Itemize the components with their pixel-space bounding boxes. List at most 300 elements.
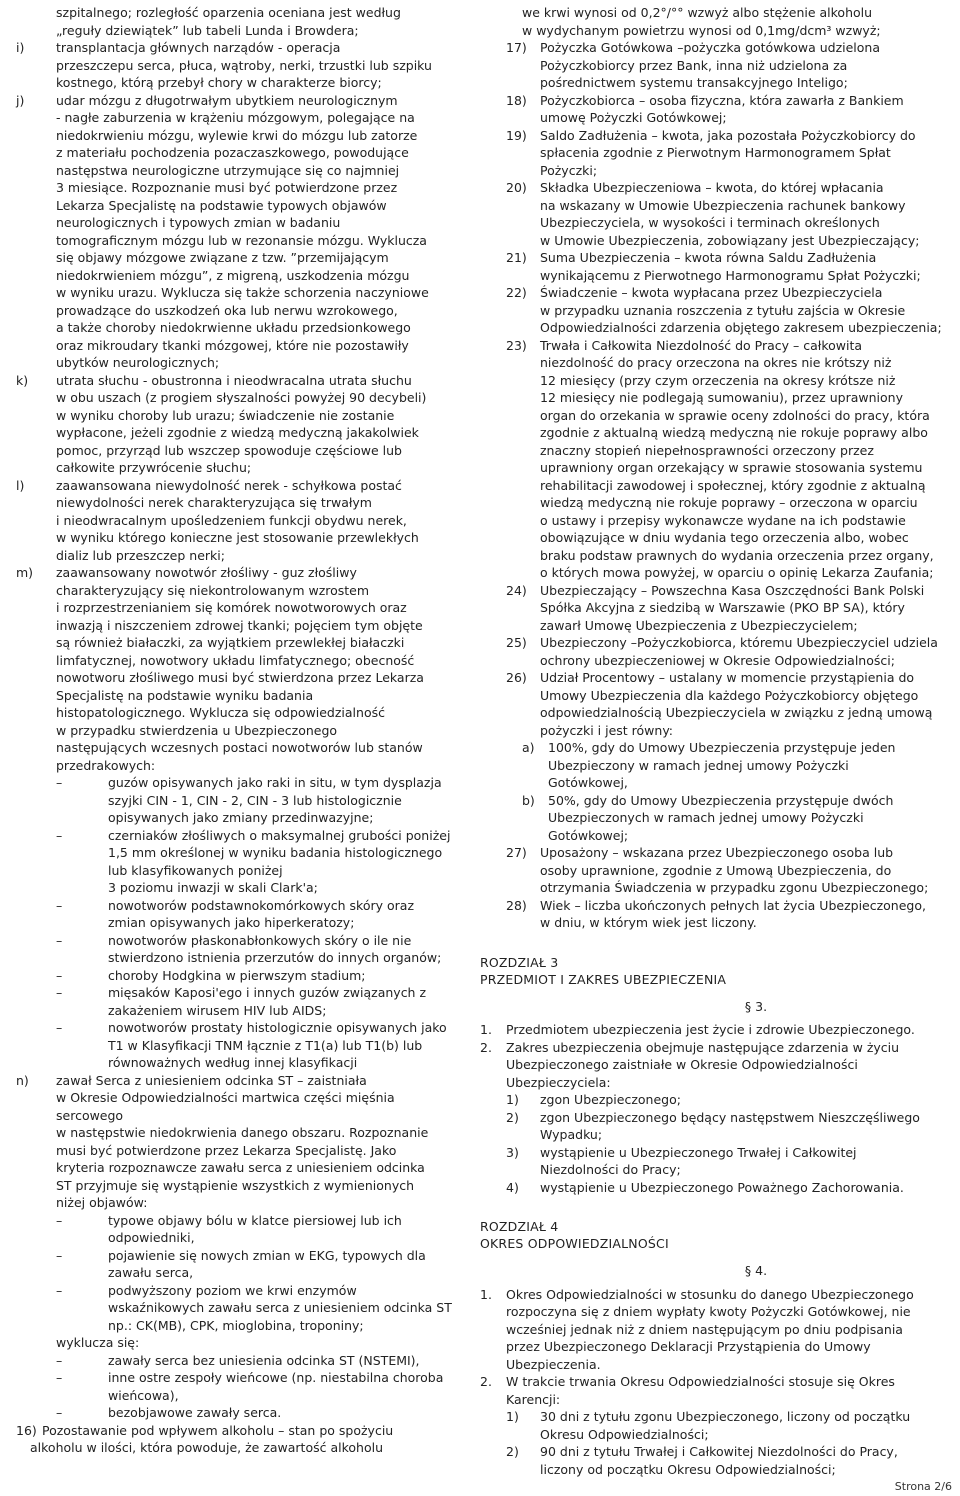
list-text: [108, 1369, 456, 1404]
text-line: wcześniej jednak niż z dniem następującym po dniu podpisania: [506, 1321, 903, 1337]
text-line: niedokrwieniem mózgu”, z migreną, uszkodzenia mózgu: [56, 267, 410, 283]
list-text: [540, 634, 952, 669]
definition-item: [480, 337, 952, 582]
list-marker: 25): [506, 635, 527, 650]
text-line: obowiązujące w dniu wydania tego orzeczenia albo, wobec: [540, 530, 909, 545]
numbered-item: [480, 1373, 952, 1408]
list-marker: k): [16, 372, 29, 388]
text-line: Udział Procentowy – ustalany w momencie przystąpienia do: [540, 670, 915, 685]
text-line: sercowego: [56, 1107, 124, 1123]
list-text: [540, 1443, 952, 1478]
text-line: 3 miesiące. Rozpoznanie musi być potwierdzone przez: [56, 180, 398, 195]
list-text: [540, 1091, 952, 1109]
definition-item: [480, 844, 952, 897]
criteria-item: [16, 1212, 456, 1247]
list-text: [56, 372, 456, 477]
text-line: Ubezpieczający – Powszechna Kasa Oszczędności Bank Polski: [540, 582, 925, 598]
text-line: w przypadku uznania roszczenia z tytułu zajścia w Okresie: [540, 302, 906, 318]
sub-item: [480, 739, 952, 792]
text-line: Składka Ubezpieczeniowa – kwota, do której wpłacania: [540, 180, 884, 195]
text-line: 90 dni z tytułu Trwałej i Całkowitej Niezdolności do Pracy,: [540, 1444, 898, 1459]
paragraph-symbol: § 4.: [744, 1263, 768, 1278]
text-line: w wydychanym powietrzu wynosi od 0,1mg/dcm³ wzwyż;: [522, 22, 881, 38]
list-marker: 16): [16, 1422, 37, 1438]
list-text: [506, 1286, 952, 1374]
text-line: zawały serca bez uniesienia odcinka ST (NSTEMI),: [108, 1352, 420, 1368]
chapter-number: ROZDZIAŁ 4: [480, 1219, 559, 1234]
text-line: Odpowiedzialności zdarzenia objętego zakresem ubezpieczenia;: [540, 320, 942, 335]
dash-marker: –: [56, 1282, 63, 1298]
text-line: Gotówkowej;: [548, 827, 629, 843]
text-line: są również białaczki, za wyjątkiem przewlekłej białaczki: [56, 635, 405, 650]
text-line: i rozprzestrzenianiem się komórek nowotworowych oraz: [56, 600, 407, 615]
list-text: [506, 1373, 952, 1408]
list-marker: 2.: [480, 1374, 492, 1389]
list-text: [108, 932, 456, 967]
text-line: organ do orzekania w sprawie oceny zdolności do pracy, która: [540, 407, 930, 423]
text-line: szyjki CIN - 1, CIN - 2, CIN - 3 lub histologicznie: [108, 792, 402, 808]
list-text: [540, 337, 952, 582]
text-line: Pożyczkobiorcy przez Bank, inna niż udzielona za: [540, 57, 848, 73]
list-text: [108, 897, 456, 932]
text-line: Pożyczka Gotówkowa –pożyczka gotówkowa udzielona: [540, 40, 881, 55]
text-line: Wiek – liczba ukończonych pełnych lat życia Ubezpieczonego,: [540, 897, 926, 913]
text-line: Zakres ubezpieczenia obejmuje następujące zdarzenia w życiu: [506, 1039, 900, 1055]
list-marker: 4): [506, 1179, 519, 1195]
text-line: spłacenia zgodnie z Pierwotnym Harmonogramem Spłat: [540, 145, 891, 160]
text-line: z materiału pochodzenia pozaczaszkowego, powodujące: [56, 145, 409, 160]
text-line: „reguły dziewiątek” lub tabeli Lunda i Browdera;: [56, 22, 359, 38]
exclusion-item: [16, 984, 456, 1019]
page-number: Strona 2/6: [894, 1480, 952, 1493]
text-line: Umowy Ubezpieczenia dla każdego Pożyczkobiorcy objętego: [540, 687, 919, 703]
sub-item: [480, 1179, 952, 1197]
list-text: [540, 1109, 952, 1144]
text-line: równoważnych według innej klasyfikacji: [108, 1055, 358, 1070]
list-marker: 20): [506, 180, 527, 195]
text-line: limfatycznej, nowotwory układu limfatycznego; obecność: [56, 652, 415, 668]
text-line: pożyczki i jest równy:: [540, 722, 674, 738]
text-line: nowotworów płaskonabłonkowych skóry o ile nie: [108, 932, 412, 948]
text-line: podwyższony poziom we krwi enzymów: [108, 1282, 357, 1298]
list-marker: 24): [506, 582, 527, 598]
list-text: [108, 984, 456, 1019]
text-line: oraz mikroudary tkanki mózgowej, które nie pozostawiły: [56, 337, 409, 353]
list-marker: a): [522, 740, 535, 755]
criteria-item: [16, 1247, 456, 1282]
exclusion-item: [16, 1352, 456, 1370]
text-line: Wypadku;: [540, 1127, 603, 1142]
sub-item: [480, 1408, 952, 1443]
text-line: przez Ubezpieczonego Deklaracji Przystąpienia do Umowy: [506, 1339, 871, 1354]
text-line: wskaźnikowych zawału serca z uniesieniem odcinka ST: [108, 1300, 452, 1315]
chapter-title: PRZEDMIOT I ZAKRES UBEZPIECZENIA: [480, 971, 727, 987]
exclusion-item: [16, 897, 456, 932]
numbered-item: [480, 1021, 952, 1039]
text-line: zgon Ubezpieczonego będący następstwem Nieszczęśliwego: [540, 1109, 920, 1125]
text-line: pomoc, przyrząd lub wszczep spowoduje częściowe lub: [56, 442, 402, 458]
text-line: Ubezpieczonych w ramach jednej umowy Pożyczki: [548, 810, 864, 825]
chapter-heading: [480, 1218, 952, 1252]
text-line: w wyniku choroby lub urazu; świadczenie nie zostanie: [56, 407, 395, 423]
list-text: [108, 827, 456, 897]
text-line: w przypadku stwierdzenia u Ubezpieczonego: [56, 722, 338, 738]
text-line: neurologicznych i typowych zmian w badaniu: [56, 215, 341, 230]
list-marker: 2.: [480, 1039, 492, 1055]
dash-marker: –: [56, 967, 63, 983]
text-line: Suma Ubezpieczenia – kwota równa Saldu Zadłużenia: [540, 250, 877, 265]
text-line: 12 miesięcy (przy czym orzeczenia na okresy krótsze niż: [540, 372, 896, 388]
text-line: w obu uszach (z progiem słyszalności powyżej 90 decybeli): [56, 390, 427, 405]
text-line: niewydolności nerek charakteryzująca się trwałym: [56, 495, 372, 510]
text-line: 50%, gdy do Umowy Ubezpieczenia przystępuje dwóch: [548, 792, 894, 808]
definition-item: [480, 284, 952, 337]
list-text: [540, 844, 952, 897]
definition-item: [480, 634, 952, 669]
list-marker: n): [16, 1072, 29, 1088]
list-marker: b): [522, 792, 535, 808]
definition-item: [480, 39, 952, 92]
text-line: np.: CK(MB), CPK, mioglobina, troponiny;: [108, 1317, 364, 1333]
text-line: rehabilitacji zawodowej i społecznej, który zgodnie z aktualną: [540, 477, 926, 493]
text-line: Saldo Zadłużenia – kwota, jaka pozostała Pożyczkobiorcy do: [540, 127, 916, 143]
exclusion-item: [16, 827, 456, 897]
text-line: zawału serca,: [108, 1265, 194, 1280]
right-column: [480, 4, 952, 1478]
list-marker: 27): [506, 845, 527, 860]
text-line: 100%, gdy do Umowy Ubezpieczenia przystępuje jeden: [548, 740, 896, 755]
list-marker: 1.: [480, 1286, 492, 1302]
text-line: pojawienie się nowych zmian w EKG, typowych dla: [108, 1247, 426, 1263]
text-line: Lekarza Specjalistę na podstawie typowych objawów: [56, 197, 387, 213]
list-marker: 2): [506, 1109, 519, 1125]
text-line: ochrony ubezpieczeniowej w Okresie Odpowiedzialności;: [540, 652, 895, 668]
list-text: [108, 774, 456, 827]
list-marker: 22): [506, 285, 527, 300]
text-line: Okres Odpowiedzialności w stosunku do danego Ubezpieczonego: [506, 1286, 914, 1302]
text-line: udar mózgu z długotrwałym ubytkiem neurologicznym: [56, 92, 398, 108]
text-line: niezdolność do pracy orzeczona na okres nie krótszy niż: [540, 355, 892, 370]
sub-item: [480, 1091, 952, 1109]
exclusion-item: [16, 967, 456, 985]
dash-marker: –: [56, 985, 63, 1000]
list-marker: 18): [506, 92, 527, 108]
definition-item: [480, 897, 952, 932]
list-text: [108, 1352, 456, 1370]
list-item: [16, 39, 456, 92]
list-marker: 17): [506, 40, 527, 55]
text-line: tomograficznym mózgu lub w rezonansie mózgu. Wyklucza: [56, 232, 427, 248]
text-line: lub klasyfikowanych poniżej: [108, 862, 283, 878]
text-line: charakteryzujący się niekontrolowanym wzrostem: [56, 582, 370, 598]
text-line: o ustawy i przepisy wykonawcze wydane na ich podstawie: [540, 512, 906, 528]
list-marker: 2): [506, 1444, 519, 1459]
text-line: uprawniony organ orzekający w sprawie stosowania systemu: [540, 460, 923, 475]
text-line: 3 poziomu inwazji w skali Clark'a;: [108, 880, 318, 895]
dash-marker: –: [56, 1247, 63, 1263]
list-marker: m): [16, 565, 34, 580]
list-marker: 1): [506, 1092, 519, 1107]
text-line: opisywanych jako zmiany przedinwazyjne;: [108, 810, 374, 825]
left-column: [16, 4, 456, 1457]
text-line: rozpoczyna się z dniem wypłaty kwoty Pożyczki Gotówkowej, nie: [506, 1304, 911, 1319]
text-line: Ubezpieczyciela, w wysokości i terminach określonych: [540, 215, 880, 230]
list-marker: l): [16, 477, 25, 493]
sub-item: [480, 792, 952, 845]
text-line: na wskazany w Umowie Ubezpieczenia rachunek bankowy: [540, 197, 906, 213]
list-item: [16, 1072, 456, 1212]
text-line: kostnego, którą przebył chory w charakterze biorcy;: [56, 75, 382, 90]
list-text: [56, 92, 456, 372]
dash-marker: –: [56, 1352, 63, 1368]
text-line: następujących wczesnych postaci nowotworów lub stanów: [56, 740, 423, 755]
list-marker: j): [16, 92, 25, 108]
chapter-title: OKRES ODPOWIEDZIALNOŚCI: [480, 1236, 669, 1251]
text-line: umowę Pożyczki Gotówkowej;: [540, 110, 727, 125]
continued-text: [480, 4, 952, 39]
numbered-item: [480, 1039, 952, 1092]
dash-marker: –: [56, 1212, 63, 1228]
text-line: zgon Ubezpieczonego;: [540, 1092, 681, 1107]
text-line: typowe objawy bólu w klatce piersiowej lub ich: [108, 1212, 402, 1228]
text-line: zawarł Umowę Ubezpieczenia z Ubezpieczycielem;: [540, 617, 858, 633]
text-line: zgodnie z aktualną wiedzą medyczną nie rokuje poprawy albo: [540, 425, 928, 440]
list-text: [540, 1144, 952, 1179]
text-line: Ubezpieczenia.: [506, 1356, 601, 1372]
text-line: w Okresie Odpowiedzialności martwica części mięśnia: [56, 1090, 395, 1105]
text-line: we krwi wynosi od 0,2°/°° wzwyż albo stężenie alkoholu: [522, 5, 873, 20]
sub-item: [480, 1144, 952, 1179]
text-line: odpowiedniki,: [108, 1230, 195, 1245]
definition-item: [480, 127, 952, 180]
text-line: zaawansowany nowotwór złośliwy - guz złośliwy: [56, 565, 357, 580]
list-text: [506, 1021, 952, 1039]
text-line: w wyniku urazu. Wyklucza się także schorzenia naczyniowe: [56, 285, 429, 300]
text-line: przedrakowych:: [56, 757, 156, 773]
text-line: Niezdolności do Pracy;: [540, 1162, 681, 1177]
text-line: braku podstaw prawnych do wydania orzeczenia przez organy,: [540, 547, 934, 563]
list-text: [108, 1247, 456, 1282]
dash-marker: –: [56, 932, 63, 948]
text-line: szpitalnego; rozległość oparzenia oceniana jest według: [56, 5, 401, 20]
text-line: bezobjawowe zawały serca.: [108, 1405, 282, 1420]
dash-marker: –: [56, 1405, 63, 1420]
list-text: [108, 967, 456, 985]
text-line: czerniaków złośliwych o maksymalnej grubości poniżej: [108, 827, 451, 843]
definition-item: [480, 179, 952, 249]
list-marker: 3): [506, 1144, 519, 1160]
list-text: [540, 284, 952, 337]
list-marker: 23): [506, 337, 527, 353]
dash-marker: –: [56, 1020, 63, 1035]
text-line: wiedzą medyczną nie rokuje poprawy – orzeczona w oparciu: [540, 495, 918, 510]
definition-item: [480, 582, 952, 635]
list-text: [108, 1282, 456, 1335]
text-line: znaczny stopień niepełnosprawności orzeczony przez: [540, 442, 874, 458]
text-line: transplantacja głównych narządów - operacja: [56, 40, 341, 55]
text-line: wystąpienie u Ubezpieczonego Poważnego Zachorowania.: [540, 1179, 904, 1195]
list-text: [56, 39, 456, 92]
definition-item: [480, 92, 952, 127]
list-text: [108, 1019, 456, 1072]
list-marker: 21): [506, 250, 527, 265]
chapter-number: ROZDZIAŁ 3: [480, 954, 559, 970]
list-text: [548, 792, 952, 845]
paragraph-symbol: § 3.: [744, 998, 768, 1014]
exclusion-item: [16, 774, 456, 827]
text-line: musi być potwierdzone przez Lekarza Specjalistę. Jako: [56, 1142, 397, 1158]
sub-item: [480, 1109, 952, 1144]
text-line: T1 w Klasyfikacji TNM łącznie z T1(a) lub T1(b) lub: [108, 1037, 423, 1053]
list-text: [540, 1179, 952, 1197]
text-line: niedokrwieniu mózgu, wylewie krwi do mózgu lub zatorze: [56, 127, 418, 143]
text-line: Ubezpieczyciela:: [506, 1074, 611, 1090]
dash-marker: –: [56, 827, 63, 843]
text-line: pośrednictwem systemu transakcyjnego Inteligo;: [540, 75, 848, 90]
exclusion-item: [16, 932, 456, 967]
text-line: alkoholu w ilości, która powoduje, że zawartość alkoholu: [30, 1440, 384, 1455]
sub-item: [480, 1443, 952, 1478]
text-line: wieńcowa),: [108, 1387, 179, 1403]
text-line: Pożyczki;: [540, 162, 598, 178]
list-marker: 28): [506, 897, 527, 913]
text-line: wynikającemu z Pierwotnego Harmonogramu Spłat Pożyczki;: [540, 267, 921, 283]
text-line: Karencji:: [506, 1391, 561, 1407]
text-line: choroby Hodgkina w pierwszym stadium;: [108, 967, 366, 983]
text-line: - nagłe zaburzenia w krążeniu mózgowym, polegające na: [56, 110, 415, 125]
definition-item: [16, 1422, 456, 1440]
text-line: ubytków neurologicznych;: [56, 355, 220, 370]
text-line: zaawansowana niewydolność nerek - schyłkowa postać: [56, 477, 402, 493]
text-line: guzów opisywanych jako raki in situ, w tym dysplazja: [108, 775, 442, 790]
text-line: Gotówkowej,: [548, 775, 628, 790]
criteria-item: [16, 1282, 456, 1335]
text-line: zawał Serca z uniesieniem odcinka ST – zaistniała: [56, 1072, 367, 1088]
list-text: [540, 1408, 952, 1443]
list-text: [540, 249, 952, 284]
text-line: ST przyjmuje się wystąpienie wszystkich z wymienionych: [56, 1177, 415, 1193]
text-line: w Umowie Ubezpieczenia, zobowiązany jest Ubezpieczający;: [540, 232, 920, 248]
text-line: otrzymania Świadczenia w przypadku zgonu Ubezpieczonego;: [540, 880, 929, 895]
exclusion-item: [16, 1019, 456, 1072]
list-marker: 19): [506, 127, 527, 143]
text-line: w dniu, w którym wiek jest liczony.: [540, 915, 757, 930]
text-line: zakażeniem wirusem HIV lub AIDS;: [108, 1002, 327, 1018]
list-text: [42, 1422, 456, 1440]
dash-marker: –: [56, 775, 63, 790]
text-line: histopatologicznego. Wyklucza się odpowiedzialność: [56, 705, 385, 720]
list-item: [16, 477, 456, 565]
list-text: [540, 39, 952, 92]
text-line: prowadzące do uszkodzeń oka lub nerwu wzrokowego,: [56, 302, 398, 318]
text-line: Ubezpieczony –Pożyczkobiorca, któremu Ubezpieczyciel udziela: [540, 635, 938, 650]
text-line: Uposażony – wskazana przez Ubezpieczonego osoba lub: [540, 845, 894, 860]
text-line: 1,5 mm określonej w wyniku badania histologicznego: [108, 845, 443, 860]
text-line: inwazją i niszczeniem zdrowej tkanki; pojęciem tym objęte: [56, 617, 423, 633]
text-line: Pożyczkobiorca – osoba fizyczna, która zawarła z Bankiem: [540, 92, 904, 108]
text-line: a także choroby niedokrwienne układu przedsionkowego: [56, 320, 411, 335]
text-line: Trwała i Całkowita Niezdolność do Pracy – całkowita: [540, 337, 863, 353]
list-item: [16, 92, 456, 372]
exclusion-label: wyklucza się:: [56, 1335, 140, 1350]
text-line: W trakcie trwania Okresu Odpowiedzialności stosuje się Okres: [506, 1374, 895, 1389]
list-marker: i): [16, 40, 25, 55]
text-line: inne ostre zespoły wieńcowe (np. niestabilna choroba: [108, 1370, 444, 1385]
definition-item: [480, 249, 952, 284]
text-line: Ubezpieczonego zaistniałe w Okresie Odpowiedzialności: [506, 1057, 858, 1072]
text-line: osoby uprawnione, zgodnie z Umową Ubezpieczenia, do: [540, 862, 892, 878]
text-line: Specjalistę na podstawie wyniku badania: [56, 687, 314, 703]
text-line: następstwa neurologiczne utrzymujące się co najmniej: [56, 162, 400, 178]
text-line: o których mowa powyżej, w oparciu o opinię Lekarza Zaufania;: [540, 565, 934, 580]
text-line: zmian opisywanych jako hiperkeratozy;: [108, 915, 355, 930]
list-text: [540, 92, 952, 127]
list-text: [56, 477, 456, 565]
list-text: [56, 1072, 456, 1212]
text-line: nowotworu złośliwego musi być stwierdzona przez Lekarza: [56, 670, 424, 685]
list-marker: 1): [506, 1409, 519, 1424]
dash-marker: –: [56, 897, 63, 913]
text-line: Okresu Odpowiedzialności;: [540, 1426, 709, 1442]
text-line: i nieodwracalnym upośledzeniem funkcji obydwu nerek,: [56, 512, 407, 528]
list-marker: 1.: [480, 1022, 492, 1037]
list-text: [56, 564, 456, 774]
text-line: utrata słuchu - obustronna i nieodwracalna utrata słuchu: [56, 372, 412, 388]
list-text: [548, 739, 952, 792]
text-line: w następstwie niedokrwienia danego obszaru. Rozpoznanie: [56, 1125, 429, 1140]
text-line: się objawy mózgowe związane z tzw. ”przemijającym: [56, 250, 389, 265]
list-text: [506, 1039, 952, 1092]
exclusion-item: [16, 1404, 456, 1422]
list-text: [108, 1212, 456, 1247]
text-line: nowotworów prostaty histologicznie opisywanych jako: [108, 1020, 447, 1035]
text-line: całkowite przywrócenie słuchu;: [56, 460, 252, 475]
text-line: kryteria rozpoznawcze zawału serca z uniesieniem odcinka: [56, 1160, 425, 1175]
text-line: Przedmiotem ubezpieczenia jest życie i zdrowie Ubezpieczonego.: [506, 1022, 915, 1037]
text-line: nowotworów podstawnokomórkowych skóry oraz: [108, 897, 415, 913]
list-text: [540, 669, 952, 739]
text-line: Spółka Akcyjna z siedzibą w Warszawie (PKO BP SA), który: [540, 600, 905, 615]
text-line: Świadczenie – kwota wypłacana przez Ubezpieczyciela: [540, 285, 883, 300]
dash-marker: –: [56, 1370, 63, 1385]
list-item: [16, 564, 456, 774]
exclusion-item: [16, 1369, 456, 1404]
numbered-item: [480, 1286, 952, 1374]
list-text: [540, 127, 952, 180]
text-line: niżej objawów:: [56, 1195, 148, 1210]
list-text: [540, 582, 952, 635]
text-line: odpowiedzialnością Ubezpieczyciela w związku z jedną umową: [540, 705, 933, 720]
text-line: 30 dni z tytułu zgonu Ubezpieczonego, liczony od początku: [540, 1409, 911, 1424]
text-line: 12 miesięcy nie podlegają sumowaniu), przez uprawniony: [540, 390, 903, 405]
text-line: mięsaków Kaposi'ego i innych guzów związanych z: [108, 985, 427, 1000]
list-marker: 26): [506, 670, 527, 685]
text-line: dializ lub przeszczep nerki;: [56, 547, 225, 563]
text-line: Ubezpieczony w ramach jednej umowy Pożyczki: [548, 757, 849, 773]
definition-item: [480, 669, 952, 739]
list-item: [16, 372, 456, 477]
list-text: [540, 179, 952, 249]
text-line: liczony od początku Okresu Odpowiedzialności;: [540, 1461, 836, 1477]
chapter-heading: [480, 954, 952, 988]
text-line: przeszczepu serca, płuca, wątroby, nerki, trzustki lub szpiku: [56, 57, 432, 73]
list-text: [540, 897, 952, 932]
text-line: wypłacone, jeżeli zgodnie z wiedzą medyczną jakakolwiek: [56, 425, 419, 440]
text-line: w wyniku którego konieczne jest stosowanie przewlekłych: [56, 530, 419, 545]
list-text: [108, 1404, 456, 1422]
text-line: wystąpienie u Ubezpieczonego Trwałej i Całkowitej: [540, 1144, 857, 1160]
continued-text: [16, 4, 456, 39]
